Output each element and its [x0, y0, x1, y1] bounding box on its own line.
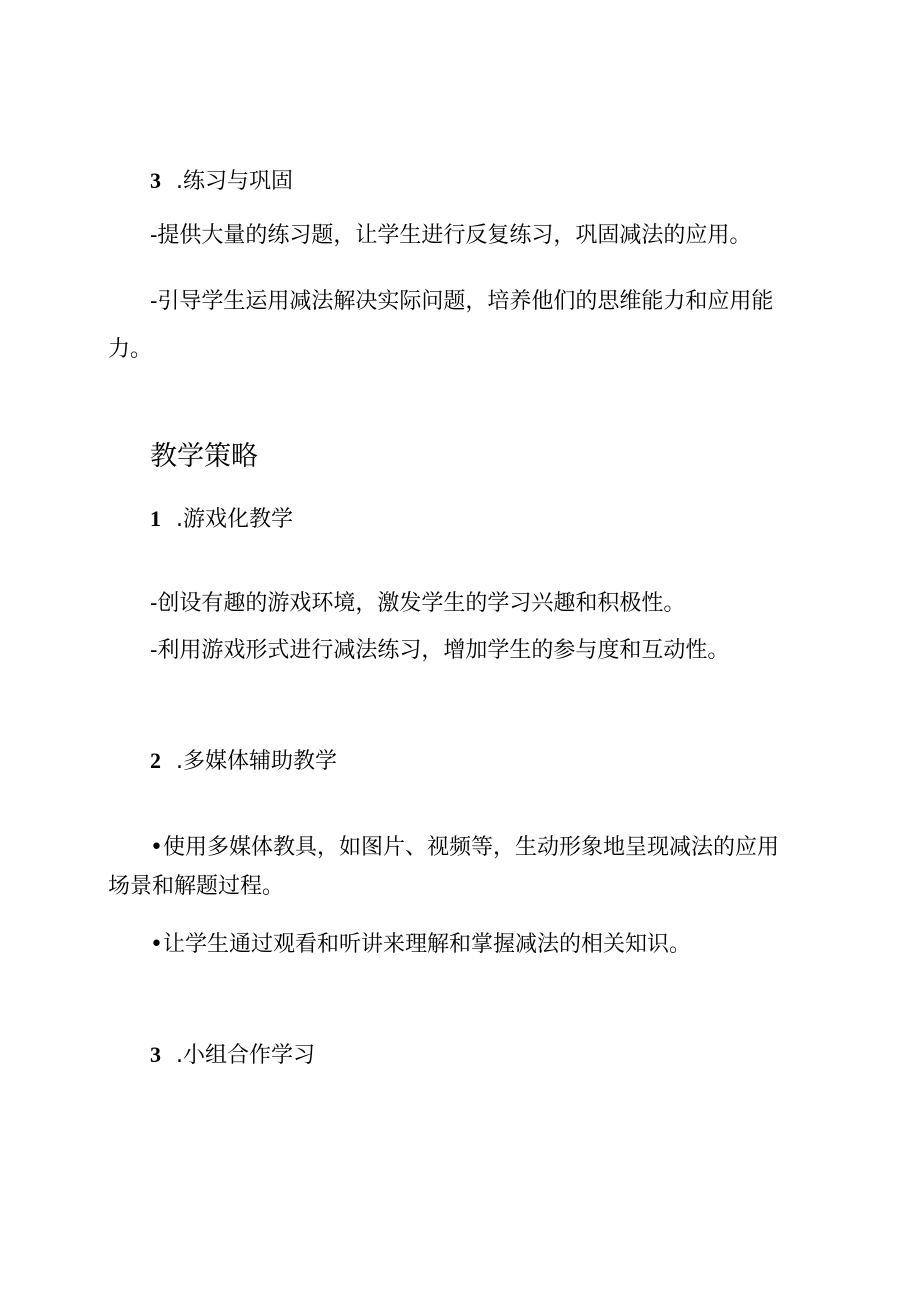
paragraph-line: 力。 — [108, 337, 153, 362]
paragraph — [0, 930, 691, 960]
paragraph — [0, 833, 779, 902]
paragraph-line: -提供大量的练习题，让学生进行反复练习，巩固减法的应用。 — [150, 223, 752, 248]
paragraph-line: 场景和解题过程。 — [108, 874, 285, 899]
section-number: 2 — [150, 748, 161, 773]
section-title-text: .多媒体辅助教学 — [176, 749, 337, 774]
paragraph — [0, 221, 751, 251]
paragraph-line: -创设有趣的游戏环境，激发学生的学习兴趣和积极性。 — [150, 591, 686, 616]
paragraph — [0, 636, 729, 666]
paragraph-line: •让学生通过观看和听讲来理解和掌握减法的相关知识。 — [150, 932, 691, 957]
paragraph-line: -引导学生运用减法解决实际问题，培养他们的思维能力和应用能 — [150, 289, 774, 314]
paragraph-line: -利用游戏形式进行减法练习，增加学生的参与度和互动性。 — [150, 638, 730, 663]
paragraph-line: •使用多媒体教具，如图片、视频等，生动形象地呈现减法的应用 — [150, 835, 779, 860]
section-3-title — [150, 166, 293, 197]
section-number: 1 — [150, 506, 161, 531]
section-heading: 教学策略 — [150, 441, 258, 472]
section-title-text: .游戏化教学 — [176, 507, 293, 532]
subsection-3-title — [150, 1040, 315, 1071]
section-number: 3 — [150, 1042, 161, 1067]
paragraph — [0, 589, 685, 619]
section-title-text: .小组合作学习 — [176, 1043, 315, 1068]
paragraph — [0, 287, 773, 365]
section-number: 3 — [150, 168, 161, 193]
subsection-2-title — [150, 746, 337, 777]
section-title-text: .练习与巩固 — [176, 169, 293, 194]
subsection-1-title — [150, 504, 293, 535]
